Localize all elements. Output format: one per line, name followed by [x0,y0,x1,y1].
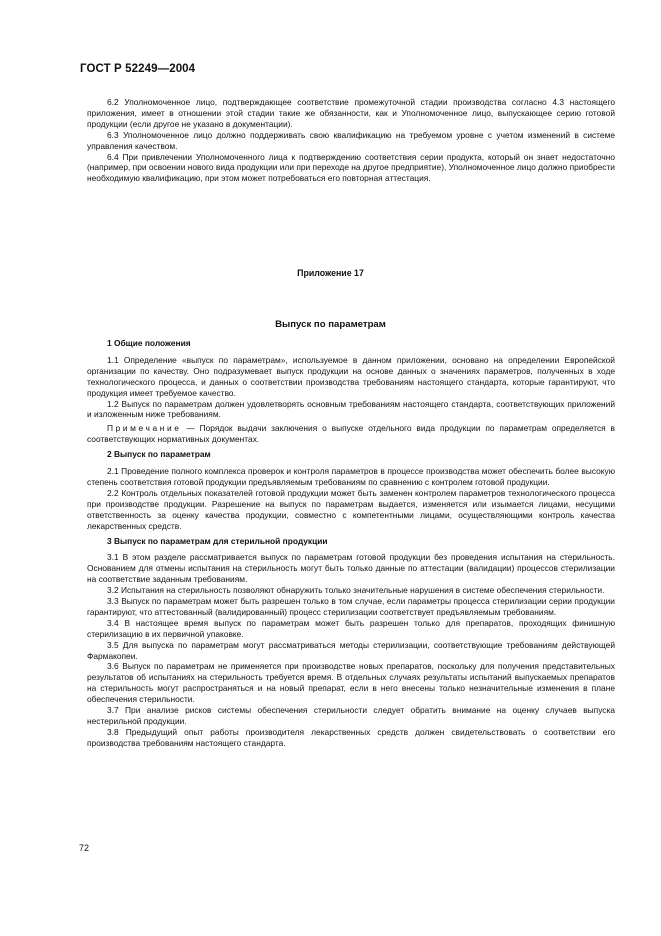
paragraph-6-3: 6.3 Уполномоченное лицо должно поддерживать свою квалификацию на требуемом уровне с учетом изменений в системе управления качеством. [87,129,615,151]
section-heading-1: 1 Общие положения [107,338,191,348]
section-heading-2: 2 Выпуск по параметрам [107,449,211,460]
note [87,423,615,445]
paragraph-3-5: 3.5 Для выпуска по параметрам могут рассматриваться методы стерилизации, соответствующие требованиям действующей Фармакопеи. [87,639,615,661]
paragraph-3-7: 3.7 При анализе рисков системы обеспечения стерильности следует обратить внимание на оценку случаев выпуска нестерильной продукции. [87,705,615,726]
paragraph-3-3: 3.3 Выпуск по параметрам может быть разрешен только в том случае, если параметры процесса стерилизации серии продукции гарантируют, что аттестованный (валидированный) процесс стерилизации соответствует предъявляемым требованиям. [87,596,615,617]
paragraph-3-4: 3.4 В настоящее время выпуск по параметрам может быть разрешен только для препаратов, проходящих финишную стерилизацию в их первичной упаковке. [87,617,615,639]
paragraph-1-1: 1.1 Определение «выпуск по параметрам», используемое в данном приложении, основано на определении Европейской организации по качеству. Оно подразумевает выпуск продукции на основе данных о значениях параметров, полученных в ходе технологического процесса, и данных о соответствии производства требованиям настоящего стандарта, которые гарантируют, что продукция имеет требуемое качество. [87,354,615,398]
paragraph-2-1: 2.1 Проведение полного комплекса проверок и контроля параметров в процессе производства может обеспечить более высокую степень соответствия готовой продукции предъявляемым требованиям по сравнению с контролем готовой продукции. [87,466,615,487]
section-heading-3: 3 Выпуск по параметрам для стерильной продукции [107,535,328,546]
paragraph-3-6: 3.6 Выпуск по параметрам не применяется при производстве новых препаратов, поскольку для получения представительных результатов об испытаниях на стерильность требуется время. В отдельных случаях результаты испытаний выпускаемых препаратов на стерильность могут распространяться и на новый препарат, если в него внесены только незначительные изменения в плане обеспечения стерильности. [87,661,615,705]
note-keyword: Примечание [107,423,182,434]
page-number: 72 [79,843,90,853]
appendix-title: Выпуск по параметрам [275,319,386,330]
note-text: — Порядок выдачи заключения о выпуске отдельного вида продукции по параметрам определяется в соответствующих нормативных документах. [87,423,615,445]
appendix-body [87,334,615,749]
paragraph-6-2: 6.2 Уполномоченное лицо, подтверждающее соответствие промежуточной стадии производства согласно 4.3 настоящего приложения, имеет в отношении этой стадии такие же обязанности, как и Уполномоченное лицо, выпускающее серию готовой продукции (если другое не указано в документации). [87,97,615,129]
top-text-block [87,97,615,184]
paragraph-6-4: 6.4 При привлечении Уполномоченного лица к подтверждению соответствия серии продукта, который он знает недостаточно (например, при освоении нового вида продукции или при переходе на другое предприятие), Уполномоченное лицо должно приобрести необходимую квалификацию, при этом может потребоваться его повторная аттестация. [87,151,615,184]
standard-header: ГОСТ Р 52249—2004 [80,63,196,75]
paragraph-2-2: 2.2 Контроль отдельных показателей готовой продукции может быть заменен контролем параметров технологического процесса при производстве продукции. Разрешение на выпуск по параметрам выдается, изменяется или изымается лицами, несущими ответственность за оценку качества продукции, совместно с компетентными лицами, осуществляющими контроль качества лекарственных средств. [87,487,615,531]
paragraph-1-2: 1.2 Выпуск по параметрам должен удовлетворять основным требованиям настоящего стандарта, соответствующих приложений и изложенным ниже требованиям. [87,398,615,420]
paragraph-3-1: 3.1 В этом разделе рассматривается выпуск по параметрам готовой продукции без проведения испытания на стерильность. Основанием для отмены испытания на стерильность могут быть только данные по аттестации (валидации) процессов стерилизации на соответствие заданным требованиям. [87,552,615,585]
appendix-label: Приложение 17 [297,268,364,278]
paragraph-3-8: 3.8 Предыдущий опыт работы производителя лекарственных средств должен свидетельствовать о соответствии его производства требованиям настоящего стандарта. [87,726,615,748]
paragraph-3-2: 3.2 Испытания на стерильность позволяют обнаружить только значительные нарушения в системе обеспечения стерильности. [107,585,605,596]
